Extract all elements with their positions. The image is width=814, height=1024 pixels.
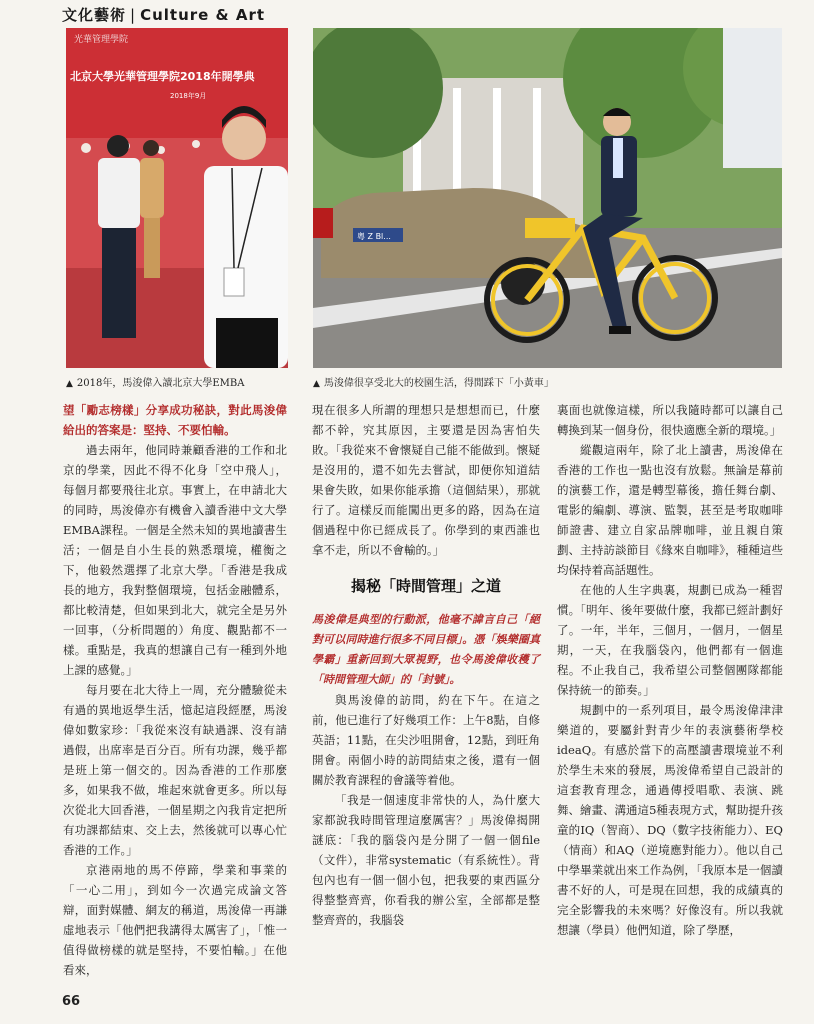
page-number: 66 bbox=[62, 994, 81, 1009]
license-plate: 粵 Z Bl... bbox=[357, 232, 391, 241]
caption-photo-ceremony bbox=[66, 374, 296, 389]
section-heading: 揭秘「時間管理」之道 bbox=[350, 577, 501, 595]
paragraph: 京港兩地的馬不停蹄，學業和事業的「一心二用」，到如今一次過完成論文答辯，面對媒體、網友的稱道，馬浚偉一再謙虛地表示「他們把我講得太厲害了」，「惟一值得做榜樣的就是堅持，不要怕輸。」在他看來， bbox=[63, 863, 287, 977]
section-name-en: Culture & Art bbox=[140, 6, 266, 24]
caption-photo-bicycle bbox=[313, 374, 783, 389]
photo-bicycle bbox=[313, 28, 782, 368]
person-back bbox=[98, 135, 140, 338]
banner-date: 2018年9月 bbox=[170, 92, 207, 100]
article-column-1 bbox=[63, 400, 287, 980]
paragraph: 每月要在北大待上一周，充分體驗從未有過的異地返學生活，憶起這段經歷，馬浚偉如數家珍：「我從來沒有缺過課、沒有請過假，出席率是百分百。所有功課，幾乎都是班上第一個交的。因為香港的工作那麼多，如果我不做，堆起來就會更多。所以每次從北大回香港，一個星期之內我肯定把所有功課都結束、交上去，然後就可以專心忙香港的工作。」 bbox=[63, 683, 287, 857]
paragraph: 過去兩年，他同時兼顧香港的工作和北京的學業，因此不得不化身「空中飛人」，每個月都要飛往北京。事實上，在申請北大的同時，馬浚偉亦有機會入讀香港中文大學EMBA課程。一個是全然未知的異地讀書生活；一個是自小生長的熟悉環境，權衡之下，他毅然選擇了北京大學。「香港是我成長的地方，我對整個環境，包括金融體系，都比較清楚，但如果到北大，就完全是另外一回事，（分析問題的）角度、觀點都不一樣。重點是，我真的想讓自己有一種到外地上課的感覺。」 bbox=[63, 443, 287, 677]
paragraph: 縱觀這兩年，除了北上讀書，馬浚偉在香港的工作也一點也沒有放鬆。無論是幕前的演藝工作，還是轉型幕後，擔任舞台劇、電影的編劇、導演、監製，甚至是考取咖啡師證書、建立自家品牌咖啡，並且親自策劃、主持訪談節目《緣來自咖啡》，種種這些均保持着高話題性。 bbox=[557, 443, 783, 577]
paragraph: 與馬浚偉的訪問，約在下午。在這之前，他已進行了好幾項工作：上午8點，自修英語；11點，在尖沙咀開會，12點，到旺角開會。兩個小時的訪問結束之後，還有一個關於教育課程的會議等着他。 bbox=[312, 693, 540, 787]
section-header bbox=[62, 4, 265, 25]
caption-text: 2018年，馬浚偉入讀北京大學EMBA bbox=[76, 378, 245, 389]
photo-ceremony bbox=[66, 28, 288, 368]
paragraph: 在他的人生字典裏，規劃已成為一種習慣。「明年、後年要做什麼，我都已經計劃好了。一年，半年，三個月，一個月，一個星期，一天，在我腦袋內，他們都有一個進程。不止我自己，我希望公司整個團隊都能保持統一的節奏。」 bbox=[557, 583, 783, 697]
caption-triangle-icon: ▲ bbox=[313, 379, 320, 389]
article-column-2 bbox=[312, 400, 540, 930]
ceremony-illustration bbox=[66, 28, 288, 368]
paragraph: 現在很多人所謂的理想只是想想而已，什麼都不幹，究其原因，主要還是因為害怕失敗。「我從來不會懷疑自己能不能做到。懷疑是沒用的，還不如先去嘗試，即便你知道結果會失敗，如果你能承擔（這個結果），那就行了。這樣反而能闖出更多的路，因為在這個過程中你已經成長了。你學到的東西誰也拿不走，所以不會輸的。」 bbox=[312, 403, 540, 557]
article-column-3 bbox=[557, 400, 783, 940]
paragraph: 裏面也就像這樣，所以我隨時都可以讓自己轉換到某一個身份，很快適應全新的環境。」 bbox=[557, 403, 783, 437]
banner-title: 北京大學光華管理學院2018年開學典 bbox=[70, 70, 255, 83]
bicycle-illustration bbox=[313, 28, 782, 368]
lead-text: 望「勵志榜樣」分享成功秘訣，對此馬浚偉給出的答案是：堅持、不要怕輸。 bbox=[63, 403, 287, 437]
section-intro: 馬浚偉是典型的行動派，他毫不諱言自己「絕對可以同時進行很多不同目標」。憑「娛樂圈真學霸」重新回到大眾視野，也令馬浚偉收穫了「時間管理大師」的「封號」。 bbox=[312, 613, 540, 686]
paragraph: 「我是一個速度非常快的人，為什麼大家都說我時間管理這麼厲害？」馬浚偉揭開謎底：「我的腦袋內是分開了一個一個file（文件），非常systematic（有系統性）。背包內也有一個一個小包，把我要的東西區分得整整齊齊，你看我的辦公室，全部都是整整齊齊的，我腦袋 bbox=[312, 793, 540, 927]
section-name-cn: 文化藝術 bbox=[62, 6, 127, 24]
header-separator: | bbox=[130, 6, 137, 24]
svg-text:光華管理學院: 光華管理學院 bbox=[74, 35, 129, 45]
paragraph: 規劃中的一系列項目，最令馬浚偉津津樂道的，要屬針對青少年的表演藝術學校ideaQ。有感於當下的高壓讀書環境並不利於學生未來的發展，馬浚偉希望自己設計的這套教育理念，通過傳授唱歌、表演、跳舞、繪畫、溝通這5種表現方式，幫助提升孩童的IQ（智商）、DQ（數字技術能力）、EQ（情商）和AQ（逆境應對能力）。他以自己中學畢業就出來工作為例，「我原本是一個讀書不好的人，可是現在回想，我的成績真的完全影響我的未來嗎？好像沒有。所以我就想讓（學員）他們知道，除了學歷， bbox=[557, 703, 783, 937]
caption-text: 馬浚偉很享受北大的校園生活，得閒踩下「小黃車」 bbox=[323, 378, 554, 389]
caption-triangle-icon: ▲ bbox=[66, 379, 73, 389]
